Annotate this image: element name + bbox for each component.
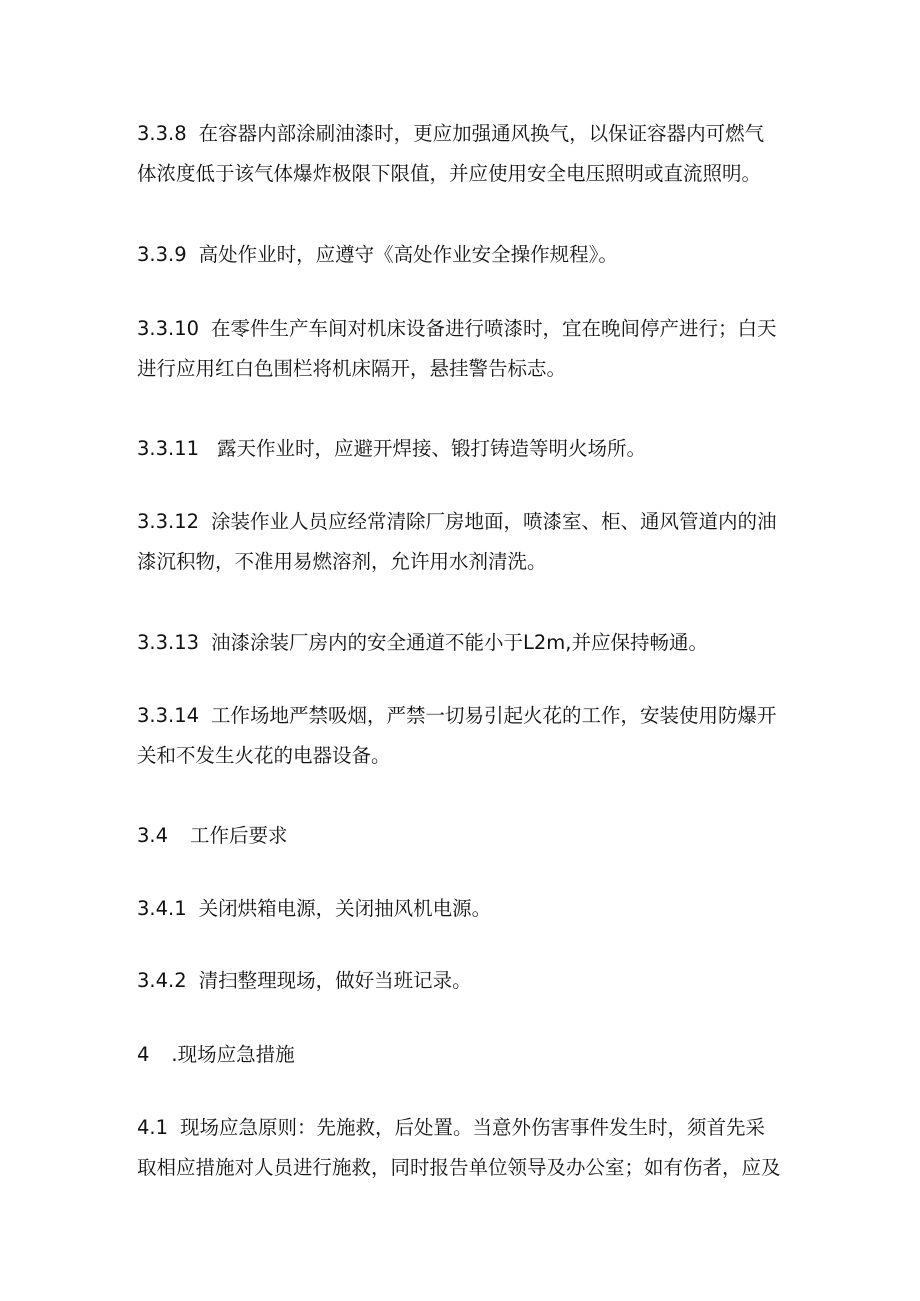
paragraph-text: 漆沉积物，不准用易燃溶剂，允许用水剂清洗。 [137, 550, 547, 573]
paragraph-line [137, 542, 787, 582]
paragraph-line [137, 154, 787, 194]
paragraph-text: 进行应用红白色围栏将机床隔开，悬挂警告标志。 [137, 357, 567, 380]
paragraph-line [137, 736, 787, 776]
section-heading-4 [137, 1035, 787, 1075]
paragraph-3-3-14 [137, 696, 787, 776]
section-number: 3.3.11 [137, 437, 200, 460]
section-number: 3.3.10 [137, 317, 200, 340]
section-number: 3.4.1 [137, 897, 187, 920]
paragraph-text: 现场应急原则：先施救，后处置。当意外伤害事件发生时，须首先采 [180, 1116, 766, 1139]
paragraph-line [137, 114, 787, 154]
paragraph-4-1 [137, 1108, 787, 1188]
paragraph-text: 工作场地严禁吸烟，严禁一切易引起火花的工作，安装使用防爆开 [211, 704, 777, 727]
paragraph-text: 清扫整理现场，做好当班记录。 [198, 969, 472, 992]
section-number: 4 [137, 1043, 150, 1066]
paragraph-line [137, 961, 787, 1001]
paragraph-text: 在零件生产车间对机床设备进行喷漆时，宜在晚间停产进行；白天 [211, 317, 777, 340]
paragraph-3-3-11 [137, 429, 787, 469]
section-number: 4.1 [137, 1116, 169, 1139]
section-title: 工作后要求 [190, 824, 288, 847]
section-title: .现场应急措施 [171, 1043, 295, 1066]
paragraph-text: 关闭烘箱电源，关闭抽风机电源。 [198, 897, 492, 920]
paragraph-text: 露天作业时，应避开焊接、锻打铸造等明火场所。 [217, 437, 647, 460]
section-number: 3.4.2 [137, 969, 187, 992]
paragraph-line [137, 889, 787, 929]
paragraph-line [137, 1035, 787, 1075]
paragraph-text: 在容器内部涂刷油漆时，更应加强通风换气，以保证容器内可燃气 [198, 122, 765, 145]
paragraph-3-3-12 [137, 502, 787, 582]
paragraph-line [137, 1108, 787, 1148]
paragraph-3-3-10 [137, 309, 787, 389]
paragraph-text: 体浓度低于该气体爆炸极限下限值，并应使用安全电压照明或直流照明。 [137, 162, 762, 185]
paragraph-line [137, 349, 787, 389]
section-number: 3.3.12 [137, 510, 200, 533]
paragraph-3-3-9 [137, 235, 787, 275]
paragraph-line [137, 502, 787, 542]
paragraph-line [137, 696, 787, 736]
paragraph-text: 高处作业时，应遵守《高处作业安全操作规程》。 [198, 243, 618, 266]
section-number: 3.3.14 [137, 704, 200, 727]
paragraph-text: 取相应措施对人员进行施救，同时报告单位领导及办公室；如有伤者，应及 [137, 1156, 781, 1179]
section-heading-3-4 [137, 816, 787, 856]
paragraph-line [137, 309, 787, 349]
paragraph-text: 涂装作业人员应经常清除厂房地面，喷漆室、柜、通风管道内的油 [211, 510, 777, 533]
paragraph-3-3-8 [137, 114, 787, 194]
paragraph-line [137, 1148, 787, 1188]
section-number: 3.3.8 [137, 122, 187, 145]
paragraph-3-4-1 [137, 889, 787, 929]
section-number: 3.3.13 [137, 631, 200, 654]
paragraph-3-3-13 [137, 623, 787, 663]
paragraph-line [137, 235, 787, 275]
paragraph-line [137, 816, 787, 856]
paragraph-line [137, 429, 787, 469]
paragraph-text: 油漆涂装厂房内的安全通道不能小于L2m,并应保持畅通。 [211, 631, 708, 654]
paragraph-line [137, 623, 787, 663]
section-number: 3.4 [137, 824, 169, 847]
paragraph-3-4-2 [137, 961, 787, 1001]
paragraph-text: 关和不发生火花的电器设备。 [137, 744, 391, 767]
section-number: 3.3.9 [137, 243, 187, 266]
